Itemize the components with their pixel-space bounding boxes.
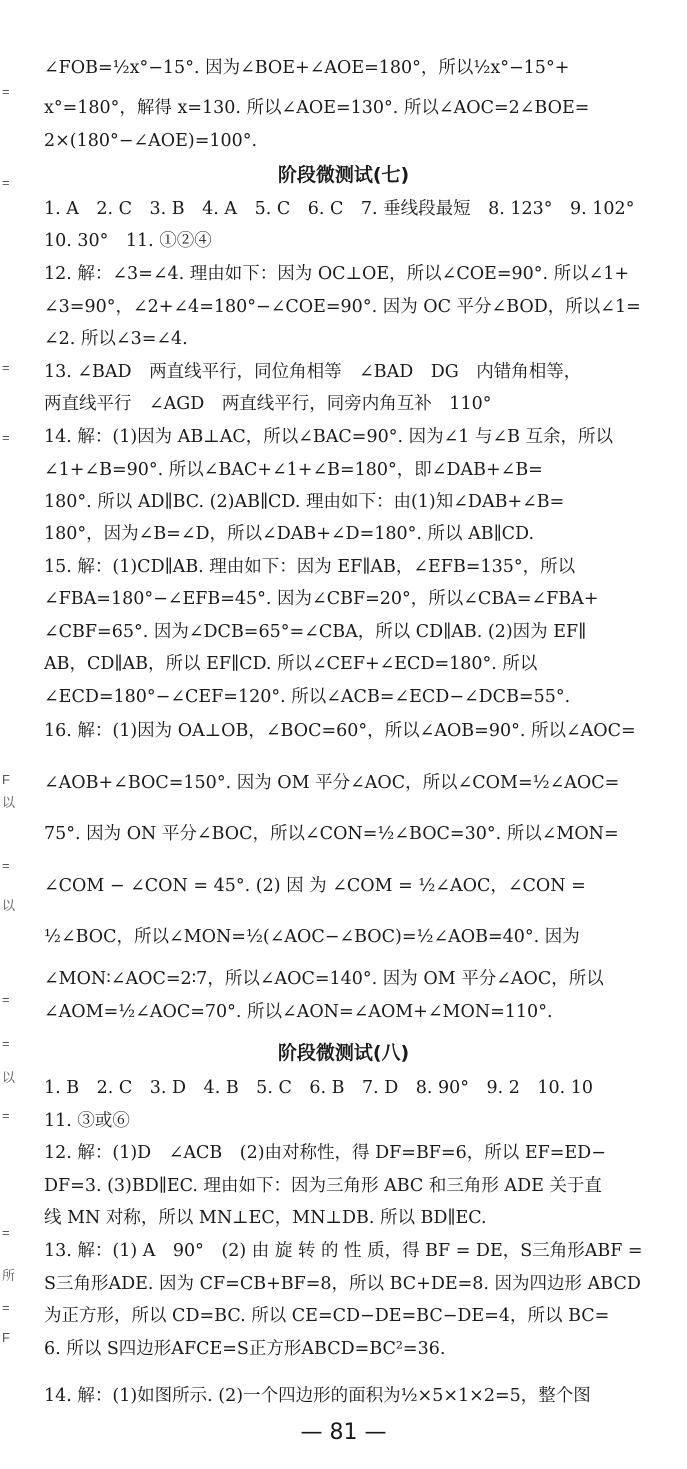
answer-line: 180°，因为∠B=∠D，所以∠DAB+∠D=180°. 所以 AB∥CD. [44, 524, 535, 544]
answer-line: 11. ③或⑥ [44, 1111, 130, 1131]
margin-mark: 以 [2, 795, 16, 810]
section-heading: 阶段微测试(八) [277, 1042, 410, 1064]
answer-line: ∠MON∶∠AOC=2∶7，所以∠AOC=140°. 因为 OM 平分∠AOC，所以 [44, 969, 604, 989]
answer-line: ∠AOB+∠BOC=150°. 因为 OM 平分∠AOC，所以∠COM=½∠AOC= [44, 773, 620, 793]
answer-line: AB，CD∥AB，所以 EF∥CD. 所以∠CEF+∠ECD=180°. 所以 [44, 654, 538, 674]
answer-line: ½∠BOC，所以∠MON=½(∠AOC−∠BOC)=½∠AOB=40°. 因为 [44, 927, 580, 947]
answer-line: 13. ∠BAD 两直线平行，同位角相等 ∠BAD DG 内错角相等， [44, 362, 582, 382]
answer-line: 为正方形，所以 CD=BC. 所以 CE=CD−DE=BC−DE=4，所以 BC= [44, 1306, 610, 1326]
margin-mark: F [2, 772, 10, 787]
answer-line: 1. A 2. C 3. B 4. A 5. C 6. C 7. 垂线段最短 8. 123° 9. 102° [44, 199, 635, 219]
margin-mark: = [2, 84, 10, 99]
page-number: — 81 — [300, 1420, 387, 1445]
margin-mark: = [2, 858, 10, 873]
margin-mark: = [2, 360, 10, 375]
answer-line: ∠FBA=180°−∠EFB=45°. 因为∠CBF=20°，所以∠CBA=∠FBA+ [44, 589, 599, 609]
margin-mark: = [2, 1036, 10, 1051]
answer-line: ∠AOM=½∠AOC=70°. 所以∠AON=∠AOM+∠MON=110°. [44, 1002, 553, 1022]
text-line: 2×(180°−∠AOE)=100°. [44, 131, 258, 151]
answer-line: 14. 解：(1)如图所示. (2)一个四边形的面积为½×5×1×2=5，整个图 [44, 1386, 591, 1406]
answer-line: ∠3=90°，∠2+∠4=180°−∠COE=90°. 因为 OC 平分∠BOD，所以∠1= [44, 297, 641, 317]
answer-line: 16. 解：(1)因为 OA⊥OB，∠BOC=60°，所以∠AOB=90°. 所以∠AOC= [44, 721, 636, 741]
answer-line: ∠2. 所以∠3=∠4. [44, 329, 188, 349]
margin-mark: = [2, 1108, 10, 1123]
answer-line: 14. 解：(1)因为 AB⊥AC，所以∠BAC=90°. 因为∠1 与∠B 互余，所以 [44, 427, 614, 447]
answer-line: 13. 解：(1) A 90° (2) 由 旋 转 的 性 质，得 BF = DE，S三角形ABF = [44, 1241, 643, 1261]
answer-line: 75°. 因为 ON 平分∠BOC，所以∠CON=½∠BOC=30°. 所以∠MON= [44, 824, 619, 844]
answer-line: 180°. 所以 AD∥BC. (2)AB∥CD. 理由如下：由(1)知∠DAB+∠B= [44, 492, 565, 512]
answer-line: ∠COM − ∠CON = 45°. (2) 因 为 ∠COM = ½∠AOC，∠CON = [44, 876, 586, 896]
answer-line: ∠ECD=180°−∠CEF=120°. 所以∠ACB=∠ECD−∠DCB=55°. [44, 687, 571, 707]
answer-line: 15. 解：(1)CD∥AB. 理由如下：因为 EF∥AB，∠EFB=135°，所以 [44, 557, 576, 577]
answer-line: DF=3. (3)BD∥EC. 理由如下：因为三角形 ABC 和三角形 ADE 关于直 [44, 1176, 602, 1196]
text-line: ∠FOB=½x°−15°. 因为∠BOE+∠AOE=180°，所以½x°−15°+ [44, 58, 570, 78]
answer-line: ∠1+∠B=90°. 所以∠BAC+∠1+∠B=180°，即∠DAB+∠B= [44, 460, 543, 480]
answer-line: ∠CBF=65°. 因为∠DCB=65°=∠CBA，所以 CD∥AB. (2)因为 EF∥ [44, 622, 587, 642]
margin-mark: = [2, 1225, 10, 1240]
margin-mark: 所 [2, 1268, 16, 1283]
answer-line: 1. B 2. C 3. D 4. B 5. C 6. B 7. D 8. 90° 9. 2 10. 10 [44, 1078, 594, 1098]
answer-line: 10. 30° 11. ①②④ [44, 231, 212, 251]
answer-line: 线 MN 对称，所以 MN⊥EC，MN⊥DB. 所以 BD∥EC. [44, 1208, 487, 1228]
section-heading: 阶段微测试(七) [277, 164, 410, 186]
margin-mark: 以 [2, 1070, 16, 1085]
answer-line: 两直线平行 ∠AGD 两直线平行，同旁内角互补 110° [44, 394, 492, 414]
text-line: x°=180°，解得 x=130. 所以∠AOE=130°. 所以∠AOC=2∠BOE= [44, 98, 590, 118]
answer-line: 12. 解：∠3=∠4. 理由如下：因为 OC⊥OE，所以∠COE=90°. 所以∠1+ [44, 264, 630, 284]
answer-line: S三角形ADE. 因为 CF=CB+BF=8，所以 BC+DE=8. 因为四边形 ABCD [44, 1274, 641, 1294]
answer-line: 12. 解：(1)D ∠ACB (2)由对称性，得 DF=BF=6，所以 EF=ED− [44, 1143, 606, 1163]
margin-mark: = [2, 1300, 10, 1315]
margin-mark: = [2, 992, 10, 1007]
answer-line: 6. 所以 S四边形AFCE=S正方形ABCD=BC²=36. [44, 1339, 446, 1359]
margin-mark: F [2, 1330, 10, 1345]
margin-mark: 以 [2, 898, 16, 913]
margin-mark: = [2, 430, 10, 445]
margin-mark: = [2, 175, 10, 190]
